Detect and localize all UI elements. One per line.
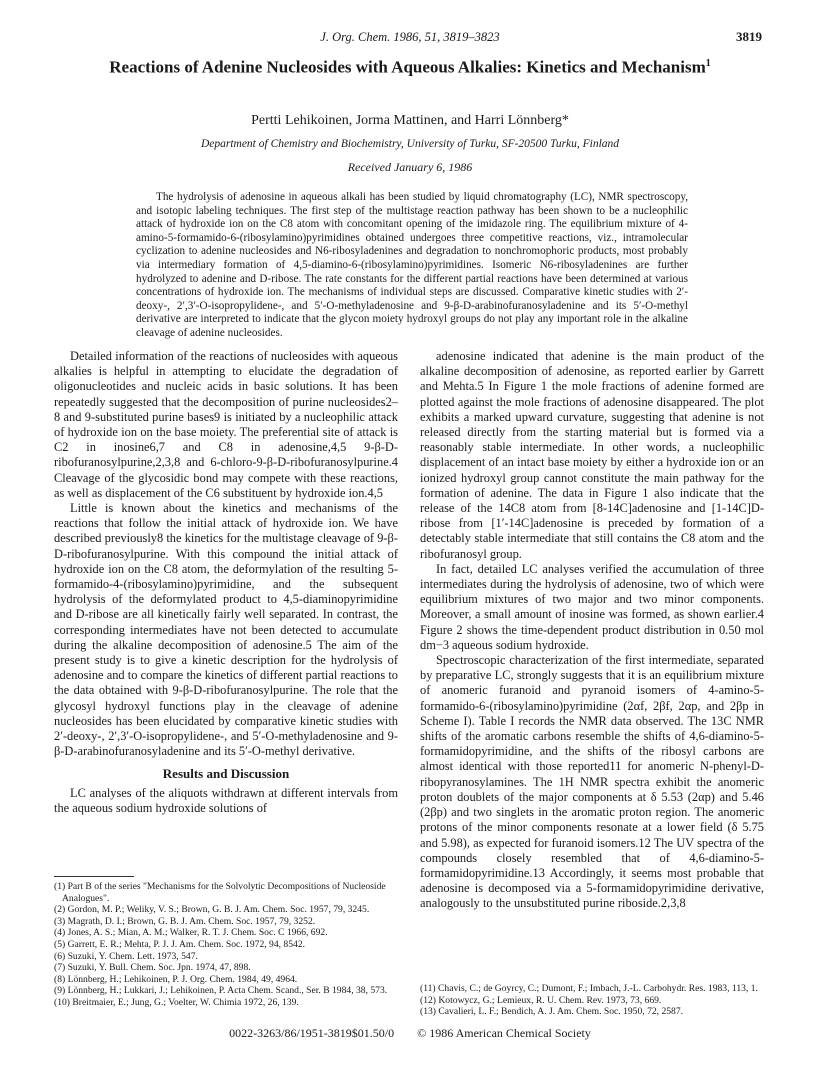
affiliation: Department of Chemistry and Biochemistry, University of Turku, SF-20500 Turku, Finland: [200, 138, 620, 150]
footnote: (12) Kotowycz, G.; Lemieux, R. U. Chem. Rev. 1973, 73, 669.: [420, 994, 662, 1006]
footnote: (2) Gordon, M. P.; Weliky, V. S.; Brown, G. B. J. Am. Chem. Soc. 1957, 79, 3245.: [54, 904, 370, 916]
footnote: (11) Chavis, C.; de Goyrcy, C.; Dumont, F.; Imbach, J.-L. Carbohydr. Res. 1983, 113, 1.: [420, 983, 758, 994]
paragraph: Spectroscopic characterization of the first intermediate, separated by preparative LC, strongly suggests that it is an equilibrium mixture of anomeric furanoid and pyranoid isomers of 4-amino-5-formamido-6-(ribosylamino)pyrimidine (2αf, 2βf, 2αp, and 2βp in Scheme I). Table I records the NMR data observed. The 13C NMR shifts of the aromatic carbons resemble the shifts of 4,6-diamino-5-formamidopyrimidine, and the shifts of the ribosyl carbons are almost identical with those reported11 for anomeric N-phenyl-D-ribopyranosylamines. The 1H NMR spectra exhibit the anomeric proton doublets of the major components at δ 5.53 (2αp) and 5.46 (2βp) and two singlets in the aromatic proton region. The anomeric protons of the minor components resonate at a lower field (δ 5.75 and 5.98), as expected for furanoid isomers.12 The UV spectra of the compounds closely resembled that of 4,6-diamino-5-formamidopyrimidine.13 Accordingly, it seems most probable that adenosine is decomposed via a 5-formamidopyrimidine derivative, analogously to the unsubstituted purine riboside.2,3,8: [420, 653, 764, 911]
page-number: 3819: [736, 29, 762, 44]
paragraph: Little is known about the kinetics and mechanisms of the reactions that follow the initial attack of hydroxide ion. We have described previously8 the kinetics for the multistage cleavage of 9-β-D-ribofuranosylpurine. With this compound the initial attack of hydroxide ion on the C8 atom, the deformylation of the resulting 5-formamido-4-(ribosylamino)pyrimidine, and the subsequent hydrolysis of the deformylated product to 4,5-diaminopyrimidine and D-ribose are all kinetically fairly well separated. In contrast, the corresponding intermediates have not been detected to accumulate during the alkaline decomposition of adenosine.5 The aim of the present study is to give a kinetic description for the hydrolysis of adenosine and to compare the kinetics of different partial reactions to the data obtained with 9-β-D-ribofuranosylpurine. The role that the glycosyl hydroxyl functions play in the cleavage of adenine nucleosides has been elucidated by comparative kinetic studies with 2′-deoxy-, 2′,3′-O-isopropylidene-, and 5′-O-methyladenosine and 9-β-D-arabinofuranosyladenine and its 5′-O-methyl derivative.: [54, 501, 398, 759]
paragraph: Detailed information of the reactions of nucleosides with aqueous alkalies is helpful in attempting to elucidate the degradation of oligonucleotides and nucleic acids in basic solutions. It has been repeatedly suggested that the decomposition of purine nucleosides2–8 and 9-substituted purine bases9 is initiated by a nucleophilic attack of hydroxide ion on the base moiety. The preferential site of attack is C2 in inosine6,7 and C8 in adenosine,4,5 9-β-D-ribofuranosylpurine,2,3,8 and 6-chloro-9-β-D-ribofuranosylpurine.4 Cleavage of the glycosidic bond may compete with these reactions, as well as displacement of the C6 substituent by hydroxide ion.4,5: [54, 349, 398, 500]
footnote: (1) Part B of the series "Mechanisms for the Solvolytic Decompositions of Nucleoside Analogues".: [54, 881, 386, 904]
left-column: [54, 349, 398, 816]
author-list: Pertti Lehikoinen, Jorma Mattinen, and Harri Lönnberg*: [251, 113, 569, 128]
footnote: (7) Suzuki, Y. Bull. Chem. Soc. Jpn. 1974, 47, 898.: [54, 962, 251, 974]
page-footer: [0, 1026, 820, 1041]
footnote: (10) Breitmaier, E.; Jung, G.; Voelter, W. Chimia 1972, 26, 139.: [54, 996, 299, 1008]
paragraph: adenosine indicated that adenine is the main product of the alkaline decomposition of adenosine, as reported earlier by Garrett and Mehta.5 In Figure 1 the mole fractions of adenine formed are plotted against the mole fractions of adenosine disappeared. The plot exhibits a marked upward curvature, suggesting that adenine is not released directly from the starting material but is formed via a reasonably stable intermediate. In other words, a nucleophilic displacement of an intact base moiety by either a hydroxide ion or an ionized hydroxyl group cannot constitute the main pathway for the formation of adenine. The data in Figure 1 also indicate that the release of the 14C8 atom from [8-14C]adenosine and [1-14C]D-ribose from [1′-14C]adenosine is preceded by formation of a detectably stable intermediate that still contains the C8 atom and the ribofuranosyl group.: [420, 349, 764, 561]
paragraph: LC analyses of the aliquots withdrawn at different intervals from the aqueous sodium hydroxide solutions of: [54, 785, 398, 815]
paragraph: In fact, detailed LC analyses verified the accumulation of three intermediates during the hydrolysis of adenosine, two of which were equilibrium mixtures of two major and two minor components. Moreover, a small amount of inosine was formed, as shown earlier.4 Figure 2 shows the time-dependent product distribution in 0.50 mol dm−3 aqueous sodium hydroxide.: [420, 561, 764, 652]
right-column: [420, 349, 764, 912]
article-title: [70, 52, 750, 80]
footnotes-right: [420, 983, 764, 1018]
footnote: (8) Lönnberg, H.; Lehikoinen, P. J. Org. Chem. 1984, 49, 4964.: [54, 973, 298, 985]
copyright-notice: © 1986 American Chemical Society: [417, 1026, 591, 1040]
footnote-rule: [54, 876, 134, 877]
footnote: (3) Magrath, D. I.; Brown, G. B. J. Am. Chem. Soc. 1957, 79, 3252.: [54, 915, 316, 927]
footnote: (6) Suzuki, Y. Chem. Lett. 1973, 547.: [54, 950, 198, 962]
footnote: (4) Jones, A. S.; Mian, A. M.; Walker, R. T. J. Chem. Soc. C 1966, 692.: [54, 927, 328, 939]
running-head: [0, 30, 820, 45]
issn-code: 0022-3263/86/1951-3819$01.50/0: [229, 1026, 395, 1040]
footnote: (13) Cavalieri, L. F.; Bendich, A. J. Am. Chem. Soc. 1950, 72, 2587.: [420, 1006, 684, 1018]
section-heading: Results and Discussion: [162, 766, 290, 782]
footnote: (5) Garrett, E. R.; Mehta, P. J. J. Am. Chem. Soc. 1972, 94, 8542.: [54, 938, 306, 950]
abstract: The hydrolysis of adenosine in aqueous alkali has been studied by liquid chromatography (LC), NMR spectroscopy, and isotopic labeling techniques. The first step of the multistage reaction pathway has been shown to be a nucleophilic attack of hydroxide ion on the C8 atom with concomitant opening of the imidazole ring. The equilibrium mixture of 4-amino-5-formamido-6-(ribosylamino)pyrimidines obtained undergoes three competitive reactions, viz., intramolecular cyclization to adenine nucleosides and N6-ribosyladenines and degradation to nonchromophoric products, most probably via intermediary formation of 4,5-diamino-6-(ribosylamino)pyrimidines. Isomeric N6-ribosyladenines are further hydrolyzed to adenine and D-ribose. The rate constants for the different partial reactions have been determined at various concentrations of hydroxide ion. The mechanisms of individual steps are discussed. Comparative kinetic studies with 2′-deoxy-, 2′,3′-O-isopropylidene-, and 5′-O-methyladenosine and 9-β-D-arabinofuranosyladenine and its 5′-O-methyl derivative are interpreted to indicate that the glycon moiety hydroxyl groups do not play any important role in the alkaline cleavage of adenine nucleosides.: [136, 191, 688, 339]
received-date: Received January 6, 1986: [347, 160, 473, 174]
running-head-text: J. Org. Chem. 1986, 51, 3819–3823: [320, 30, 500, 44]
footnotes-left: [54, 876, 398, 1009]
title-footnote-marker: 1: [705, 58, 711, 69]
footnote: (9) Lönnberg, H.; Lukkari, J.; Lehikoinen, P. Acta Chem. Scand., Ser. B 1984, 38, 573.: [54, 985, 388, 997]
title-text: Reactions of Adenine Nucleosides with Aqueous Alkalies: Kinetics and Mechanism: [109, 57, 706, 77]
